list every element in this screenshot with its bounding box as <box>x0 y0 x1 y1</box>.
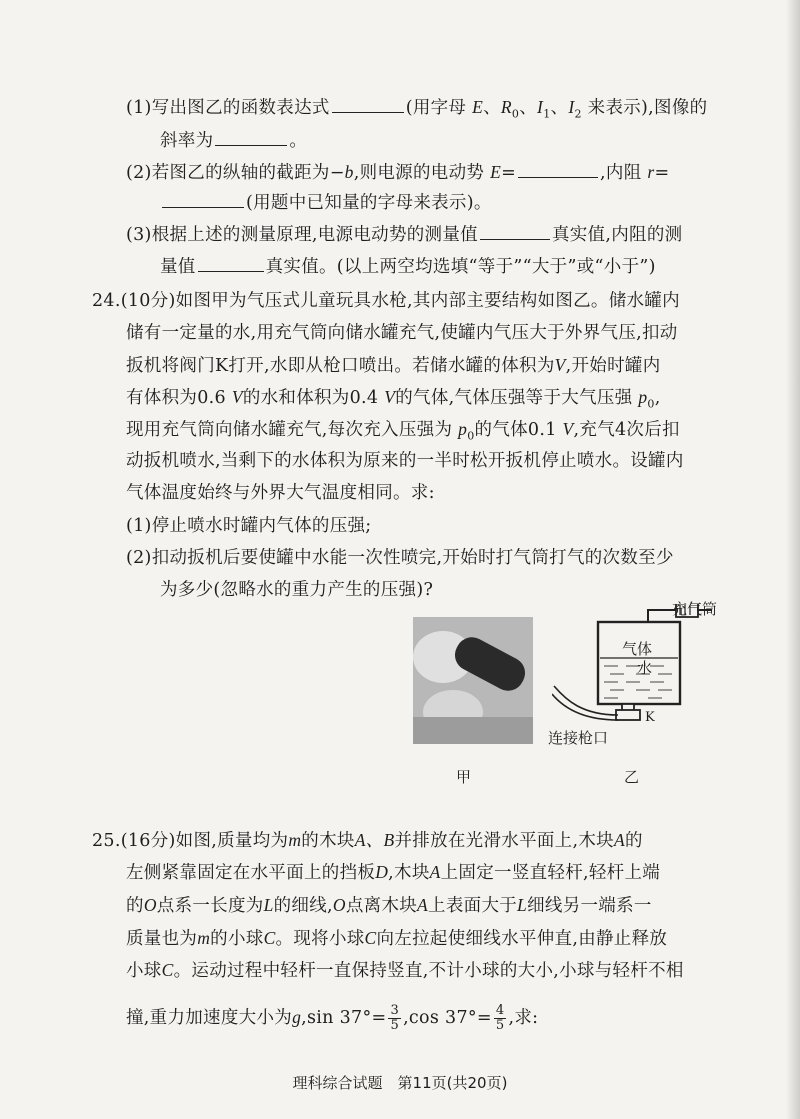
answer-blank <box>518 176 598 178</box>
muzzle-label: 连接枪口 <box>548 729 609 747</box>
var-r: r <box>647 162 655 182</box>
q24-line6: 动扳机喷水,当剩下的水体积为原来的一半时松开扳机停止喷水。设罐内 <box>126 451 684 471</box>
q24-line8: (1)停止喷水时罐内气体的压强; <box>126 516 372 536</box>
q25-line4: 质量也为m的小球C。现将小球C向左拉起使细线水平伸直,由静止释放 <box>126 928 668 949</box>
q25-line3: 的O点系一长度为L的细线,O点离木块A上表面大于L细线另一端系一 <box>126 895 652 916</box>
q23-part3-line2: 量值 真实值。(以上两空均选填“等于”“大于”或“小于”) <box>160 257 656 277</box>
var-C: C <box>161 960 174 980</box>
gas-label: 气体 <box>622 640 653 658</box>
q23-part1-line2: 斜率为 。 <box>160 131 308 151</box>
var-C: C <box>364 928 377 948</box>
var-E: E <box>472 97 484 117</box>
q24-line9: (2)扣动扳机后要使罐中水能一次性喷完,开始时打气筒打气的次数至少 <box>126 548 674 568</box>
q25-line2: 左侧紧靠固定在水平面上的挡板D,木块A上固定一竖直轻杆,轻杆上端 <box>126 862 661 883</box>
valve-k <box>616 710 640 720</box>
var-D: D <box>375 862 389 882</box>
answer-blank <box>162 206 244 208</box>
var-O: O <box>332 895 346 915</box>
valve-label: K <box>645 710 655 725</box>
caption-jia: 甲 <box>456 768 472 786</box>
answer-blank <box>215 144 287 146</box>
figure-jia-photo <box>413 617 533 744</box>
var-R0: R <box>500 97 512 117</box>
var-g: g <box>292 1007 302 1027</box>
q24-line1: 24.(10分)如图甲为气压式儿童玩具水枪,其内部主要结构如图乙。储水罐内 <box>92 291 680 311</box>
var-m: m <box>197 928 211 948</box>
q24-line2: 储有一定量的水,用充气筒向储水罐充气,使罐内气压大于外界气压,扣动 <box>126 323 678 343</box>
var-A: A <box>613 830 625 850</box>
q23-text: 来表示),图像的 <box>587 98 708 118</box>
var-L: L <box>263 895 274 915</box>
answer-blank <box>332 111 404 113</box>
var-A: A <box>417 895 429 915</box>
answer-blank <box>198 270 264 272</box>
var-I1: I <box>537 97 544 117</box>
q25-line1: 25.(16分)如图,质量均为m的木块A、B并排放在光滑水平面上,木块A的 <box>92 830 643 851</box>
hose <box>554 686 618 715</box>
q23-text: (1)写出图乙的函数表达式 <box>126 98 330 118</box>
var-b: b <box>344 162 354 182</box>
var-V: V <box>231 387 243 407</box>
var-I2: I <box>568 97 575 117</box>
water-gun-photo-icon <box>413 617 533 744</box>
q23-part2-line2: (用题中已知量的字母来表示)。 <box>160 191 492 215</box>
q23-part1-line1: (1)写出图乙的函数表达式 (用字母 E、$R_0$、$I_1$、$I_2$ 来表示),图像的 <box>126 97 708 121</box>
water-label: 水 <box>637 659 653 677</box>
q24-line4: 有体积为0.6 V的水和体积为0.4 V的气体,气体压强等于大气压强 $p_0$, <box>126 387 661 411</box>
q24-line10: 为多少(忽略水的重力产生的压强)? <box>160 580 434 600</box>
pump-label: 充气筒 <box>672 600 718 618</box>
q23-part3-line1: (3)根据上述的测量原理,电源电动势的测量值 真实值,内阻的测 <box>126 225 683 245</box>
var-V: V <box>384 387 396 407</box>
q24-line7: 气体温度始终与外界大气温度相同。求: <box>126 483 435 503</box>
var-AB: A、B <box>354 830 395 850</box>
var-O: O <box>143 895 157 915</box>
q23-text: (用字母 <box>405 98 467 118</box>
var-V: V <box>554 355 566 375</box>
q23-part2-line1: (2)若图乙的纵轴的截距为−b,则电源的电动势 E= ,内阻 r= <box>126 162 670 183</box>
page-edge-shadow <box>786 0 800 1119</box>
answer-blank <box>480 238 550 240</box>
var-E: E <box>490 162 502 182</box>
var-p0: p <box>458 419 468 439</box>
page-footer: 理科综合试题 第11页(共20页) <box>292 1074 508 1092</box>
q24-line3: 扳机将阀门K打开,水即从枪口喷出。若储水罐的体积为V,开始时罐内 <box>126 355 661 376</box>
q25-line6: 撞,重力加速度大小为g,sin 37°= $\frac{3}{5}$ ,cos 37°= $\frac{4}{5}$ ,求: <box>126 1003 539 1033</box>
fraction-cos: $\frac{4}{5}$ <box>495 1003 505 1033</box>
var-L: L <box>517 895 528 915</box>
var-C: C <box>263 928 276 948</box>
q25-line5: 小球C。运动过程中轻杆一直保持竖直,不计小球的大小,小球与轻杆不相 <box>126 960 684 981</box>
var-p0: p <box>638 387 648 407</box>
fraction-sin: $\frac{3}{5}$ <box>390 1003 400 1033</box>
var-V: V <box>562 419 574 439</box>
caption-yi: 乙 <box>624 768 640 786</box>
var-A: A <box>429 862 441 882</box>
var-m: m <box>288 830 302 850</box>
q24-line5: 现用充气筒向储水罐充气,每次充入压强为 $p_0$的气体0.1 V,充气4次后扣 <box>126 419 680 443</box>
